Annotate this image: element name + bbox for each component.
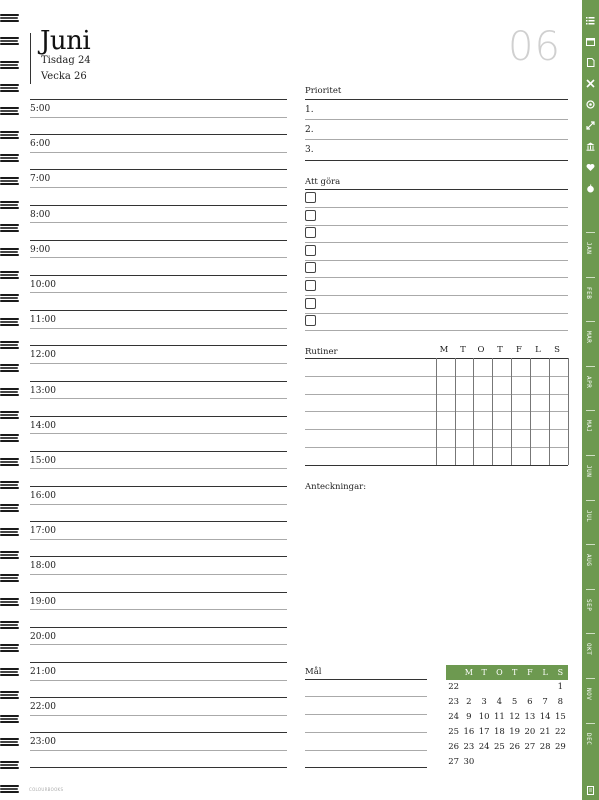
week-label: Vecka 26 xyxy=(41,71,87,82)
hour-line xyxy=(30,169,287,170)
goals-bottom-line xyxy=(305,767,427,768)
priority-line xyxy=(305,139,568,140)
month-tab-divider xyxy=(586,500,595,501)
hour-line xyxy=(30,275,287,276)
page-title: Juni xyxy=(40,26,91,56)
binding-ring xyxy=(0,504,20,512)
todo-line xyxy=(305,260,568,261)
month-tab-label: JUL xyxy=(585,509,592,522)
month-tab-label: AUG xyxy=(585,554,592,567)
routine-day-header: S xyxy=(554,345,560,355)
month-tab-apr[interactable] xyxy=(582,366,599,400)
month-tab-divider xyxy=(586,455,595,456)
hour-slot[interactable] xyxy=(30,697,287,732)
calendar-day xyxy=(507,755,522,770)
brand-label: COLOURBOOKS xyxy=(29,787,64,792)
hour-slot[interactable] xyxy=(30,416,287,451)
binding-ring xyxy=(0,224,20,232)
routine-column-line xyxy=(568,358,569,465)
binding-ring xyxy=(0,84,20,92)
calendar-day[interactable]: 12 xyxy=(509,712,521,722)
todo-top-line xyxy=(305,189,568,190)
binding-ring xyxy=(0,574,20,582)
calendar-day[interactable]: 29 xyxy=(554,742,566,752)
month-tab-nov[interactable] xyxy=(582,678,599,712)
month-tab-mar[interactable] xyxy=(582,321,599,355)
binding-ring xyxy=(0,248,20,256)
hour-label: 8:00 xyxy=(30,209,51,220)
goals-line xyxy=(305,714,427,715)
header-divider xyxy=(30,33,31,84)
priority-bottom-line xyxy=(305,160,568,161)
hour-slot[interactable] xyxy=(30,310,287,345)
calendar-day xyxy=(461,680,476,695)
binding-ring xyxy=(0,668,20,676)
calendar-day[interactable]: 15 xyxy=(554,712,566,722)
calendar-week-number: 23 xyxy=(448,697,460,707)
calendar-day xyxy=(477,680,492,695)
calendar-day[interactable]: 18 xyxy=(493,727,505,737)
hour-line xyxy=(30,310,287,311)
binding-ring xyxy=(0,691,20,699)
half-hour-line xyxy=(30,468,287,469)
hour-line xyxy=(30,732,287,733)
heart-icon[interactable] xyxy=(582,163,599,174)
hour-line xyxy=(30,240,287,241)
month-tab-label: MAR xyxy=(585,331,592,344)
month-tab-divider xyxy=(586,544,595,545)
calendar-day xyxy=(507,680,522,695)
month-tab-label: NOV xyxy=(585,688,592,701)
calendar-day[interactable]: 25 xyxy=(493,742,505,752)
hour-slot[interactable] xyxy=(30,732,287,767)
todo-line xyxy=(305,207,568,208)
half-hour-line xyxy=(30,609,287,610)
half-hour-line xyxy=(30,222,287,223)
binding-ring xyxy=(0,481,20,489)
goals-label: Mål xyxy=(305,667,322,677)
calendar-day[interactable]: 10 xyxy=(478,712,490,722)
calendar-day[interactable]: 9 xyxy=(466,712,472,722)
todo-checkbox[interactable] xyxy=(305,298,316,309)
month-tab-divider xyxy=(586,589,595,590)
month-tab-divider xyxy=(586,410,595,411)
hour-slot[interactable] xyxy=(30,99,287,134)
calendar-week-row xyxy=(446,755,568,770)
calendar-day[interactable]: 17 xyxy=(478,727,490,737)
calendar-day[interactable]: 5 xyxy=(511,697,518,707)
month-tab-jul[interactable] xyxy=(582,500,599,534)
apple-icon[interactable] xyxy=(582,184,599,195)
calendar-day[interactable]: 19 xyxy=(509,727,521,737)
half-hour-line xyxy=(30,328,287,329)
routine-day-header: T xyxy=(460,345,466,355)
hour-slot[interactable] xyxy=(30,205,287,240)
month-number: 06 xyxy=(508,24,561,70)
binding-ring xyxy=(0,458,20,466)
calendar-week-row xyxy=(446,725,568,740)
hour-slot[interactable] xyxy=(30,627,287,662)
priority-item-3[interactable]: 3. xyxy=(305,145,314,155)
calendar-day xyxy=(522,755,537,770)
document-icon[interactable] xyxy=(582,58,599,69)
calendar-week-number: 25 xyxy=(448,727,460,737)
month-tab-divider xyxy=(586,277,595,278)
hour-label: 20:00 xyxy=(30,631,56,642)
half-hour-line xyxy=(30,152,287,153)
goals-line xyxy=(305,696,427,697)
month-tab-feb[interactable] xyxy=(582,277,599,311)
calendar-week-number: 22 xyxy=(448,682,460,692)
half-hour-line xyxy=(30,680,287,681)
hour-line xyxy=(30,205,287,206)
binding-ring xyxy=(0,61,20,69)
calendar-day[interactable]: 4 xyxy=(496,697,503,707)
half-hour-line xyxy=(30,504,287,505)
calendar-week-row xyxy=(446,680,568,695)
binding-ring xyxy=(0,37,20,45)
calendar-day[interactable]: 6 xyxy=(527,697,533,707)
hour-label: 13:00 xyxy=(30,385,56,396)
calendar-day[interactable]: 24 xyxy=(478,742,490,752)
priority-item-2[interactable]: 2. xyxy=(305,125,314,135)
calendar-weekday: T xyxy=(511,668,518,677)
binding-ring xyxy=(0,785,20,793)
routine-column-line xyxy=(492,358,493,465)
routine-column-line xyxy=(530,358,531,465)
half-hour-line xyxy=(30,363,287,364)
routine-day-header: F xyxy=(516,345,522,355)
binding-ring xyxy=(0,364,20,372)
month-tab-divider xyxy=(586,321,595,322)
calendar-week-row xyxy=(446,710,568,725)
routines-label: Rutiner xyxy=(305,347,338,357)
calendar-day[interactable]: 30 xyxy=(463,757,475,767)
month-tab-divider xyxy=(586,366,595,367)
binding-ring xyxy=(0,318,20,326)
priority-label: Prioritet xyxy=(305,86,342,96)
half-hour-line xyxy=(30,750,287,751)
hour-slot[interactable] xyxy=(30,240,287,275)
priority-line xyxy=(305,119,568,120)
month-tab-label: MAJ xyxy=(585,420,592,433)
hour-slot[interactable] xyxy=(30,169,287,204)
todo-checkbox[interactable] xyxy=(305,192,316,203)
todo-line xyxy=(305,313,568,314)
hour-label: 5:00 xyxy=(30,104,51,114)
hour-label: 7:00 xyxy=(30,174,51,185)
calendar-day[interactable]: 20 xyxy=(524,727,536,737)
mini-calendar xyxy=(446,665,568,770)
calendar-day[interactable]: 27 xyxy=(524,742,536,752)
calendar-day xyxy=(538,680,553,695)
month-tab-maj[interactable] xyxy=(582,410,599,444)
half-hour-line xyxy=(30,539,287,540)
hour-line xyxy=(30,99,287,100)
hour-line xyxy=(30,592,287,593)
routine-day-header: L xyxy=(535,345,541,355)
calendar-week-row xyxy=(446,740,568,755)
routine-column-line xyxy=(455,358,456,465)
month-tab-jun[interactable] xyxy=(582,455,599,489)
binding-ring xyxy=(0,14,20,22)
tools-icon[interactable] xyxy=(582,79,599,90)
notes-label: Anteckningar: xyxy=(305,482,367,492)
calendar-week-number: 24 xyxy=(448,712,460,722)
calendar-day[interactable]: 7 xyxy=(542,697,548,707)
binding-ring xyxy=(0,621,20,629)
binding-ring xyxy=(0,154,20,162)
notebook-icon[interactable] xyxy=(582,786,599,797)
binding-ring xyxy=(0,294,20,302)
calendar-week-row xyxy=(446,695,568,710)
todo-line xyxy=(305,225,568,226)
month-tab-okt[interactable] xyxy=(582,633,599,667)
hour-line xyxy=(30,697,287,698)
hour-line xyxy=(30,416,287,417)
binding-ring xyxy=(0,107,20,115)
half-hour-line xyxy=(30,574,287,575)
routine-day-header: M xyxy=(439,345,449,355)
half-hour-line xyxy=(30,117,287,118)
hour-line xyxy=(30,451,287,452)
spiral-binding xyxy=(0,0,22,800)
hour-line xyxy=(30,556,287,557)
calendar-day[interactable]: 16 xyxy=(463,727,475,737)
calendar-day[interactable]: 13 xyxy=(524,712,536,722)
hour-slot[interactable] xyxy=(30,662,287,697)
hour-label: 21:00 xyxy=(30,667,56,677)
half-hour-line xyxy=(30,257,287,258)
month-tab-label: JUN xyxy=(585,465,592,478)
hour-label: 22:00 xyxy=(30,702,56,713)
calendar-day[interactable]: 21 xyxy=(539,727,551,737)
hour-label: 16:00 xyxy=(30,491,56,502)
binding-ring xyxy=(0,411,20,419)
todo-line xyxy=(305,242,568,243)
todo-checkbox[interactable] xyxy=(305,227,316,238)
month-tab-label: FEB xyxy=(585,286,592,299)
routine-column-line xyxy=(511,358,512,465)
day-label: Tisdag 24 xyxy=(41,55,91,66)
calendar-week-number: 27 xyxy=(448,757,460,767)
hour-slot[interactable] xyxy=(30,486,287,521)
calendar-day[interactable]: 26 xyxy=(509,742,521,752)
hour-label: 19:00 xyxy=(30,596,56,607)
calendar-day xyxy=(538,755,553,770)
hour-label: 23:00 xyxy=(30,737,56,748)
calendar-weekday: L xyxy=(542,668,548,677)
calendar-day[interactable]: 3 xyxy=(481,697,487,707)
calendar-weekday: T xyxy=(481,668,487,677)
month-tab-jan[interactable] xyxy=(582,232,599,266)
binding-ring xyxy=(0,715,20,723)
todo-checkbox[interactable] xyxy=(305,210,316,221)
calendar-day xyxy=(553,755,568,770)
month-tab-label: OKT xyxy=(585,643,592,656)
priority-top-line xyxy=(305,99,568,100)
binding-ring xyxy=(0,341,20,349)
hour-label: 9:00 xyxy=(30,244,51,255)
month-tab-divider xyxy=(586,232,595,233)
binding-ring xyxy=(0,177,20,185)
bank-icon[interactable] xyxy=(582,142,599,153)
hour-line xyxy=(30,486,287,487)
todo-line xyxy=(305,277,568,278)
hour-line xyxy=(30,627,287,628)
calendar-day[interactable]: 11 xyxy=(493,712,505,722)
hour-label: 11:00 xyxy=(30,315,56,326)
hour-line xyxy=(30,662,287,663)
calendar-day xyxy=(492,680,507,695)
todo-line xyxy=(305,330,568,331)
hour-slot[interactable] xyxy=(30,275,287,310)
binding-ring xyxy=(0,644,20,652)
month-tab-divider xyxy=(586,678,595,679)
month-tab-label: APR xyxy=(585,375,592,389)
hour-label: 18:00 xyxy=(30,561,56,572)
priority-item-1[interactable]: 1. xyxy=(305,105,314,115)
month-tab-label: JAN xyxy=(585,242,592,255)
hour-label: 6:00 xyxy=(30,139,51,150)
half-hour-line xyxy=(30,292,287,293)
month-tab-label: SEP xyxy=(585,598,592,612)
routine-bottom-line xyxy=(305,465,568,466)
hour-label: 14:00 xyxy=(30,420,56,431)
routine-day-header: O xyxy=(477,345,485,355)
calendar-day[interactable]: 22 xyxy=(554,727,566,737)
calendar-icon[interactable] xyxy=(582,37,599,48)
calendar-day[interactable]: 1 xyxy=(557,682,564,692)
calendar-weekday: O xyxy=(496,668,503,677)
hourly-schedule xyxy=(30,99,287,768)
hour-slot[interactable] xyxy=(30,134,287,169)
hour-slot[interactable] xyxy=(30,345,287,380)
month-tab-divider xyxy=(586,723,595,724)
routine-column-line xyxy=(436,358,437,465)
calendar-weekday xyxy=(446,665,461,680)
month-tab-divider xyxy=(586,633,595,634)
routine-day-header: T xyxy=(497,345,503,355)
calendar-week-number: 26 xyxy=(448,742,460,752)
binding-ring xyxy=(0,738,20,746)
calendar-day[interactable]: 14 xyxy=(539,712,551,722)
calendar-day[interactable]: 28 xyxy=(539,742,551,752)
hour-slot[interactable] xyxy=(30,451,287,486)
todo-checkbox[interactable] xyxy=(305,262,316,273)
binding-ring xyxy=(0,761,20,769)
spiral-icon[interactable] xyxy=(582,100,599,111)
binding-ring xyxy=(0,598,20,606)
hour-slot[interactable] xyxy=(30,556,287,591)
half-hour-line xyxy=(30,715,287,716)
schedule-bottom-line xyxy=(30,767,287,768)
todo-checkbox[interactable] xyxy=(305,315,316,326)
calendar-day[interactable]: 23 xyxy=(463,742,475,752)
list-icon[interactable] xyxy=(582,16,599,27)
routine-column-line xyxy=(473,358,474,465)
binding-ring xyxy=(0,434,20,442)
calendar-day xyxy=(492,755,507,770)
binding-ring xyxy=(0,528,20,536)
binding-ring xyxy=(0,551,20,559)
goals-top-line xyxy=(305,679,427,680)
routine-column-line xyxy=(549,358,550,465)
goals-line xyxy=(305,750,427,751)
todo-line xyxy=(305,295,568,296)
sidebar xyxy=(582,0,599,800)
calendar-day xyxy=(477,755,492,770)
calendar-day xyxy=(522,680,537,695)
month-tab-aug[interactable] xyxy=(582,544,599,578)
half-hour-line xyxy=(30,644,287,645)
month-tab-label: DEC xyxy=(585,732,592,745)
half-hour-line xyxy=(30,187,287,188)
binding-ring xyxy=(0,388,20,396)
calendar-day[interactable]: 8 xyxy=(557,697,564,707)
calendar-weekday: M xyxy=(464,668,473,677)
month-tab-dec[interactable] xyxy=(582,723,599,757)
half-hour-line xyxy=(30,398,287,399)
month-tab-sep[interactable] xyxy=(582,589,599,623)
half-hour-line xyxy=(30,433,287,434)
hour-line xyxy=(30,345,287,346)
binding-ring xyxy=(0,131,20,139)
hour-label: 12:00 xyxy=(30,350,56,361)
binding-ring xyxy=(0,201,20,209)
calendar-weekday: S xyxy=(557,668,564,677)
hour-line xyxy=(30,134,287,135)
hour-line xyxy=(30,381,287,382)
hour-label: 15:00 xyxy=(30,455,56,466)
todo-checkbox[interactable] xyxy=(305,245,316,256)
hour-label: 10:00 xyxy=(30,279,56,290)
todo-label: Att göra xyxy=(305,177,341,187)
mini-calendar-body xyxy=(446,680,568,770)
calendar-weekday: F xyxy=(527,668,533,677)
hour-slot[interactable] xyxy=(30,381,287,416)
hour-line xyxy=(30,521,287,522)
goals-line xyxy=(305,732,427,733)
calendar-day[interactable]: 2 xyxy=(466,697,472,707)
hour-label: 17:00 xyxy=(30,526,56,537)
todo-checkbox[interactable] xyxy=(305,280,316,291)
hour-slot[interactable] xyxy=(30,592,287,627)
hour-slot[interactable] xyxy=(30,521,287,556)
binding-ring xyxy=(0,271,20,279)
mini-calendar-header xyxy=(446,665,568,680)
expand-icon[interactable] xyxy=(582,121,599,132)
